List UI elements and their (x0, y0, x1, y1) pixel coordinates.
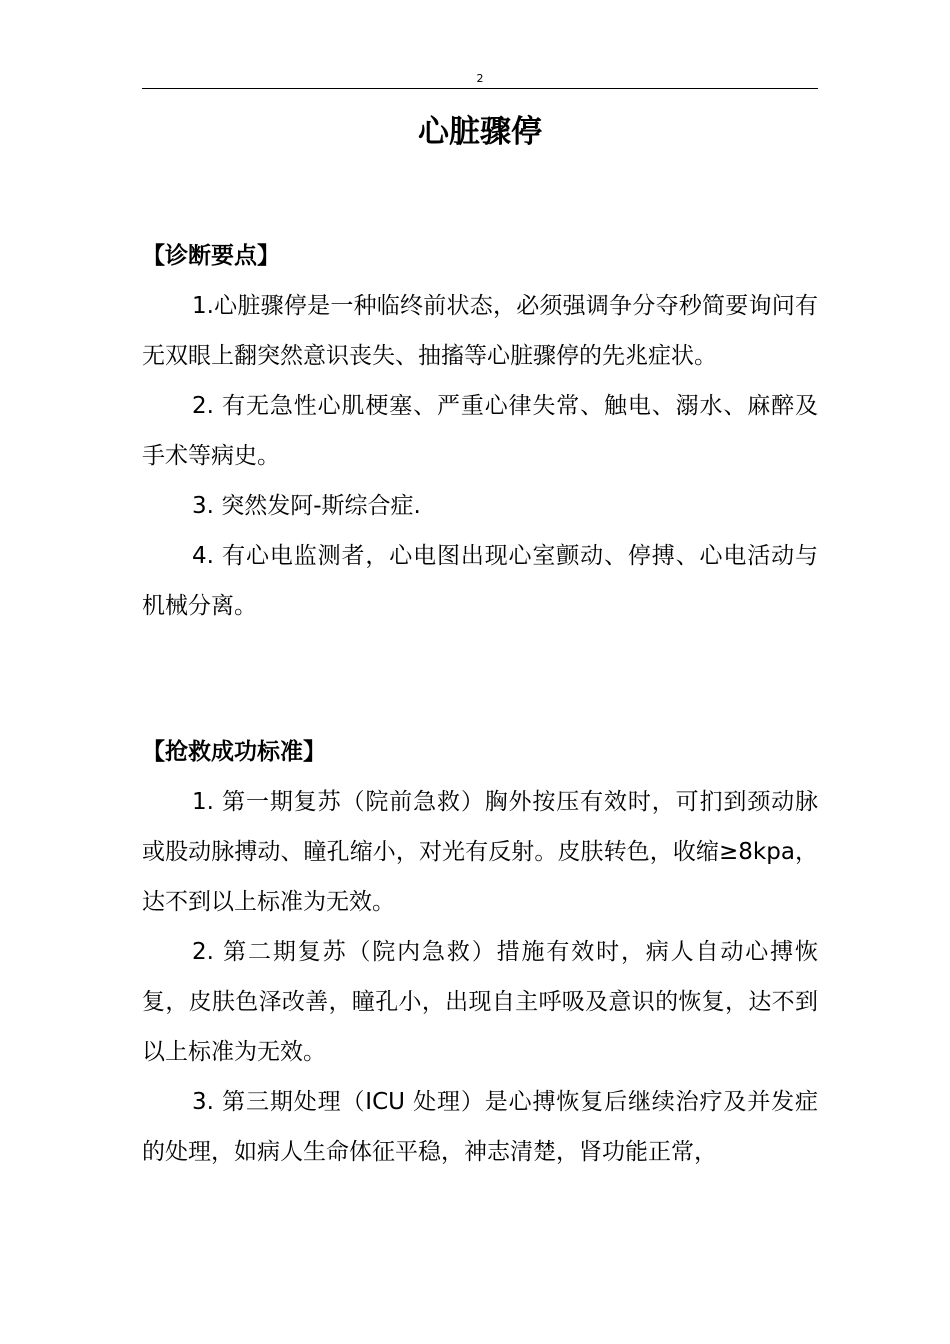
page-header (142, 70, 818, 89)
section-heading: 【诊断要点】 (142, 243, 280, 269)
list-item: 3. 第三期处理（ICU 处理）是心搏恢复后继续治疗及并发症的处理，如病人生命体征平稳，神志清楚，肾功能正常， (142, 1089, 818, 1165)
list-item: 4. 有心电监测者，心电图出现心室颤动、停搏、心电活动与机械分离。 (142, 543, 818, 619)
section-diagnosis-points (142, 231, 818, 631)
list-item: 1. 第一期复苏（院前急救）胸外按压有效时，可扪到颈动脉或股动脉搏动、瞳孔缩小，对光有反射。皮肤转色，收缩≥8kpa，达不到以上标准为无效。 (142, 789, 818, 915)
list-item: 3. 突然发阿-斯综合症. (192, 493, 421, 519)
section-rescue-success-criteria (142, 727, 818, 1177)
list-item: 2. 第二期复苏（院内急救）措施有效时，病人自动心搏恢复，皮肤色泽改善，瞳孔小，出现自主呼吸及意识的恢复，达不到以上标准为无效。 (142, 939, 818, 1065)
list-item: 2. 有无急性心肌梗塞、严重心律失常、触电、溺水、麻醉及手术等病史。 (142, 393, 818, 469)
document-title: 心脏骤停 (418, 114, 542, 150)
section-heading: 【抢救成功标准】 (142, 739, 326, 765)
page-number: 2 (476, 72, 484, 85)
list-item: 1.心脏骤停是一种临终前状态，必须强调争分夺秒简要询问有无双眼上翻突然意识丧失、抽搐等心脏骤停的先兆症状。 (142, 293, 818, 369)
